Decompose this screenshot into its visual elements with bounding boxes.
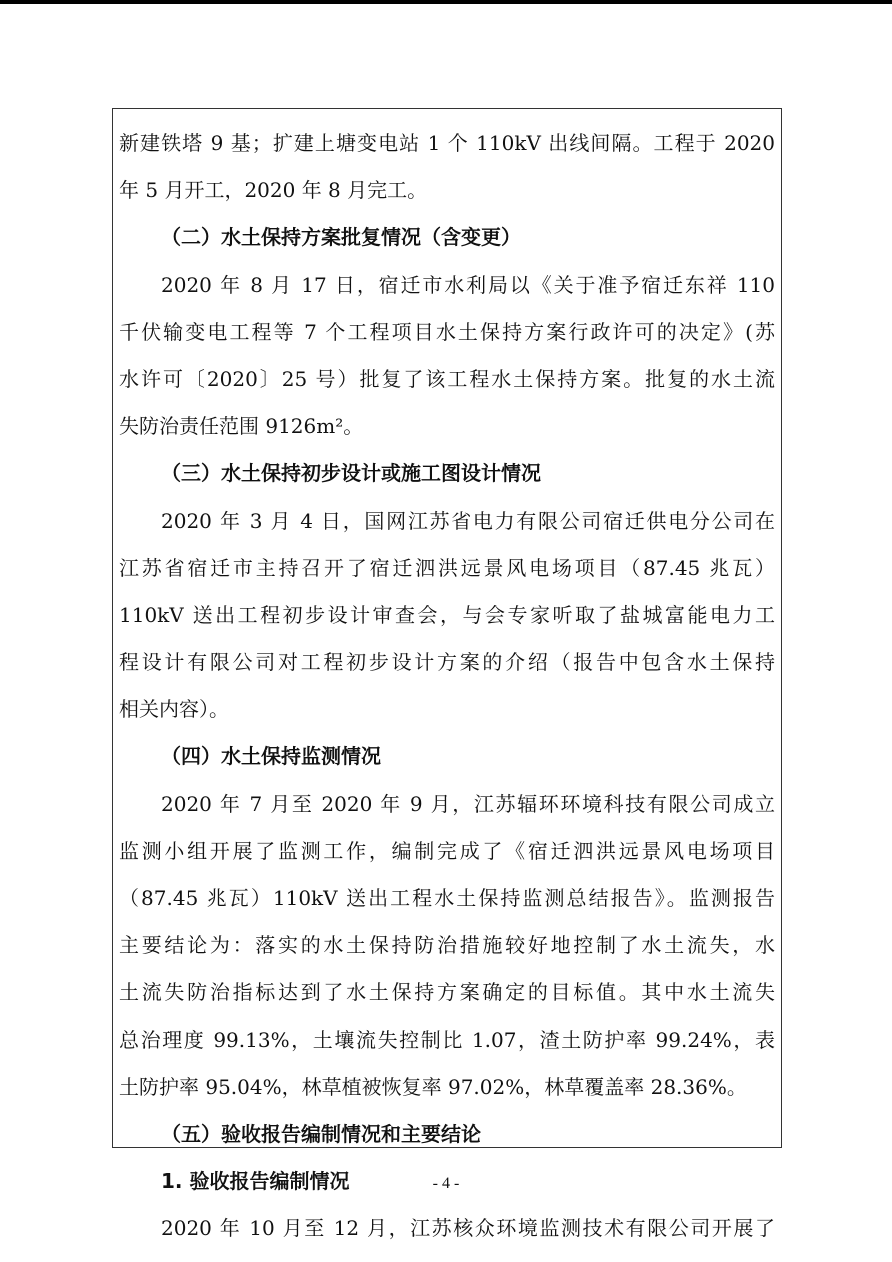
top-border-rule	[0, 0, 892, 4]
text-line: 土防护率 95.04%，林草植被恢复率 97.02%，林草覆盖率 28.36%。	[119, 1074, 747, 1099]
text-line: 总治理度 99.13%，土壤流失控制比 1.07，渣土防护率 99.24%，表	[119, 1027, 775, 1052]
text-line: （87.45 兆瓦）110kV 送出工程水土保持监测总结报告》。监测报告	[119, 886, 775, 910]
section-heading-5: （五）验收报告编制情况和主要结论	[161, 1121, 481, 1146]
text-line: 土流失防治指标达到了水土保持方案确定的目标值。其中水土流失	[119, 980, 775, 1005]
page-number: - 4 -	[432, 1175, 460, 1192]
text-line: 监测小组开展了监测工作，编制完成了《宿迁泗洪远景风电场项目	[119, 838, 775, 863]
text-line: 年 5 月开工，2020 年 8 月完工。	[119, 178, 428, 203]
text-line: 新建铁塔 9 基；扩建上塘变电站 1 个 110kV 出线间隔。工程于 2020	[119, 131, 775, 155]
text-line: 江苏省宿迁市主持召开了宿迁泗洪远景风电场项目（87.45 兆瓦）	[119, 555, 775, 580]
text-line: 2020 年 10 月至 12 月，江苏核众环境监测技术有限公司开展了	[161, 1216, 775, 1241]
section-heading-3: （三）水土保持初步设计或施工图设计情况	[161, 461, 541, 486]
section-heading-2: （二）水土保持方案批复情况（含变更）	[161, 225, 521, 250]
document-body	[119, 120, 775, 1253]
text-line: 失防治责任范围 9126m²。	[119, 414, 364, 439]
text-line: 千伏输变电工程等 7 个工程项目水土保持方案行政许可的决定》(苏	[119, 319, 775, 344]
text-line: 相关内容）。	[119, 697, 229, 722]
subsection-heading-1: 1. 验收报告编制情况	[161, 1169, 350, 1194]
text-line: 2020 年 3 月 4 日，国网江苏省电力有限公司宿迁供电分公司在	[161, 508, 775, 533]
section-heading-4: （四）水土保持监测情况	[161, 744, 381, 769]
document-frame	[112, 108, 782, 1241]
text-line: 程设计有限公司对工程初步设计方案的介绍（报告中包含水土保持	[119, 650, 775, 675]
text-line: 2020 年 8 月 17 日，宿迁市水利局以《关于准予宿迁东祥 110	[161, 272, 775, 297]
text-line: 110kV 送出工程初步设计审查会，与会专家听取了盐城富能电力工	[119, 602, 775, 627]
text-line: 主要结论为：落实的水土保持防治措施较好地控制了水土流失，水	[119, 933, 775, 958]
text-line: 水许可〔2020〕25 号）批复了该工程水土保持方案。批复的水土流	[119, 366, 775, 391]
text-line: 2020 年 7 月至 2020 年 9 月，江苏辐环环境科技有限公司成立	[161, 791, 775, 816]
